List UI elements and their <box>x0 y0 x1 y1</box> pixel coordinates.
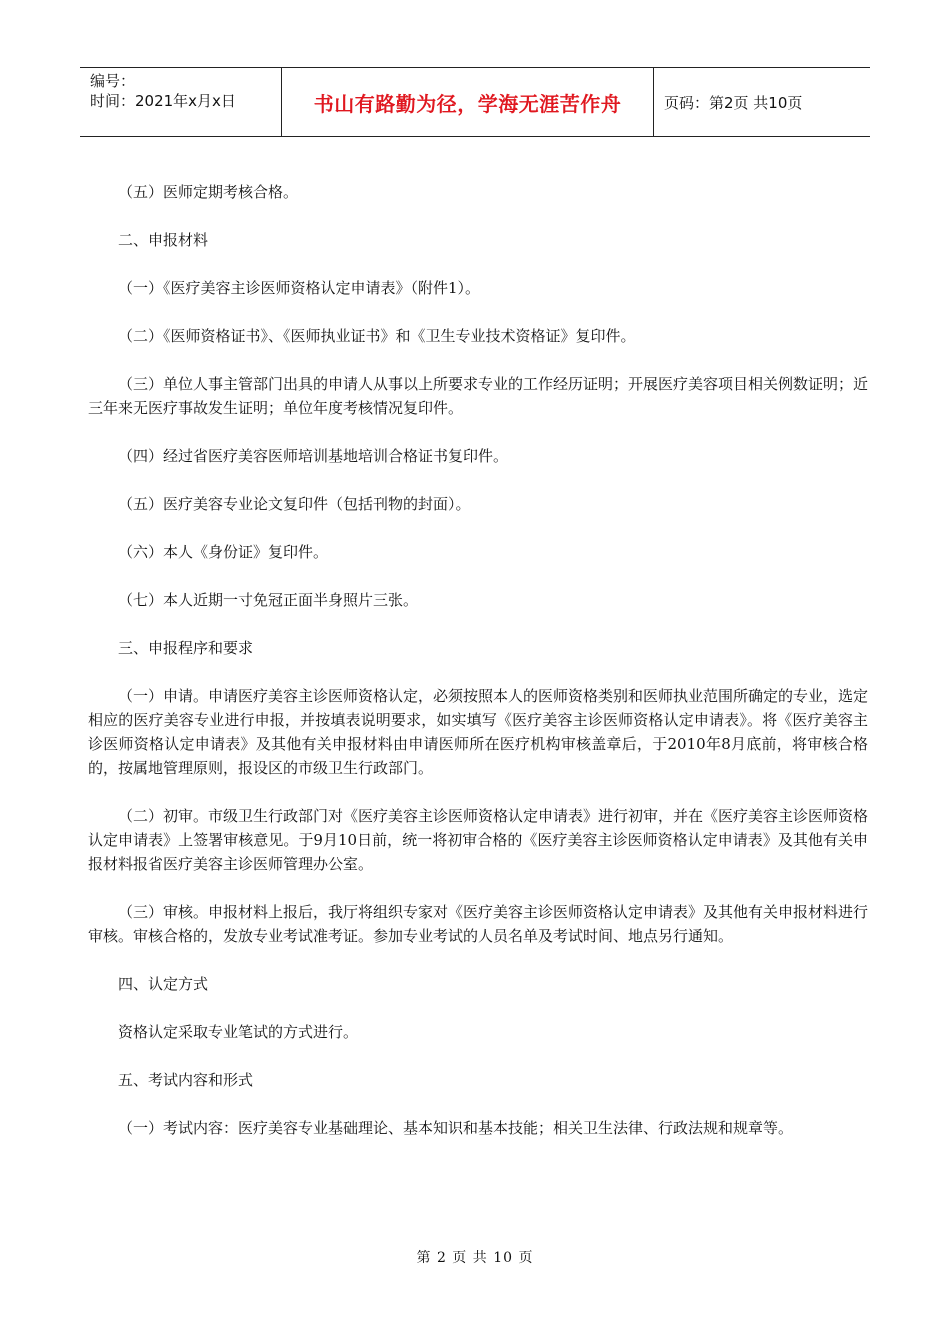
section-heading: 四、认定方式 <box>118 975 209 993</box>
paragraph: 资格认定采取专业笔试的方式进行。 <box>118 1023 359 1041</box>
paragraph: （七）本人近期一寸免冠正面半身照片三张。 <box>118 591 419 609</box>
document-number-label: 编号： <box>90 72 136 90</box>
paragraph: （一）《医疗美容主诊医师资格认定申请表》（附件1）。 <box>118 279 481 297</box>
section-heading: 五、考试内容和形式 <box>118 1071 254 1089</box>
paragraph: （一）考试内容：医疗美容专业基础理论、基本知识和基本技能；相关卫生法律、行政法规和规章等。 <box>118 1119 794 1137</box>
paragraph: （二）初审。市级卫生行政部门对《医疗美容主诊医师资格认定申请表》进行初审，并在《医疗美容主诊医师资格认定申请表》上签署审核意见。于9月10日前，统一将初审合格的《医疗美容主诊医师资格认定申请表》及其他有关申报材料报省医疗美容主诊医师管理办公室。 <box>88 807 869 873</box>
page-footer: 第 2 页 共 10 页 <box>416 1250 534 1266</box>
paragraph: （五）医师定期考核合格。 <box>118 183 299 201</box>
document-body <box>88 180 868 1164</box>
paragraph: （三）审核。申报材料上报后，我厅将组织专家对《医疗美容主诊医师资格认定申请表》及其他有关申报材料进行审核。审核合格的，发放专业考试准考证。参加专业考试的人员名单及考试时间、地点另行通知。 <box>88 903 869 945</box>
paragraph: （五）医疗美容专业论文复印件（包括刊物的封面）。 <box>118 495 471 513</box>
paragraph: （二）《医师资格证书》、《医师执业证书》和《卫生专业技术资格证》复印件。 <box>118 327 636 345</box>
paragraph: （四）经过省医疗美容医师培训基地培训合格证书复印件。 <box>118 447 509 465</box>
document-header <box>80 67 870 137</box>
header-motto: 书山有路勤为径，学海无涯苦作舟 <box>282 68 654 136</box>
paragraph: （六）本人《身份证》复印件。 <box>118 543 329 561</box>
document-time-label: 时间：2021年x月x日 <box>90 92 236 110</box>
paragraph: （一）申请。申请医疗美容主诊医师资格认定，必须按照本人的医师资格类别和医师执业范围所确定的专业，选定相应的医疗美容专业进行申报，并按填表说明要求，如实填写《医疗美容主诊医师资格认定申请表》。将《医疗美容主诊医师资格认定申请表》及其他有关申报材料由申请医师所在医疗机构审核盖章后，于2010年8月底前，将审核合格的，按属地管理原则，报设区的市级卫生行政部门。 <box>88 687 869 777</box>
header-meta <box>80 68 282 136</box>
paragraph: （三）单位人事主管部门出具的申请人从事以上所要求专业的工作经历证明；开展医疗美容项目相关例数证明；近三年来无医疗事故发生证明；单位年度考核情况复印件。 <box>88 375 869 417</box>
section-heading: 三、申报程序和要求 <box>118 639 254 657</box>
section-heading: 二、申报材料 <box>118 231 209 249</box>
header-page-info: 页码：第2页 共10页 <box>664 93 803 112</box>
